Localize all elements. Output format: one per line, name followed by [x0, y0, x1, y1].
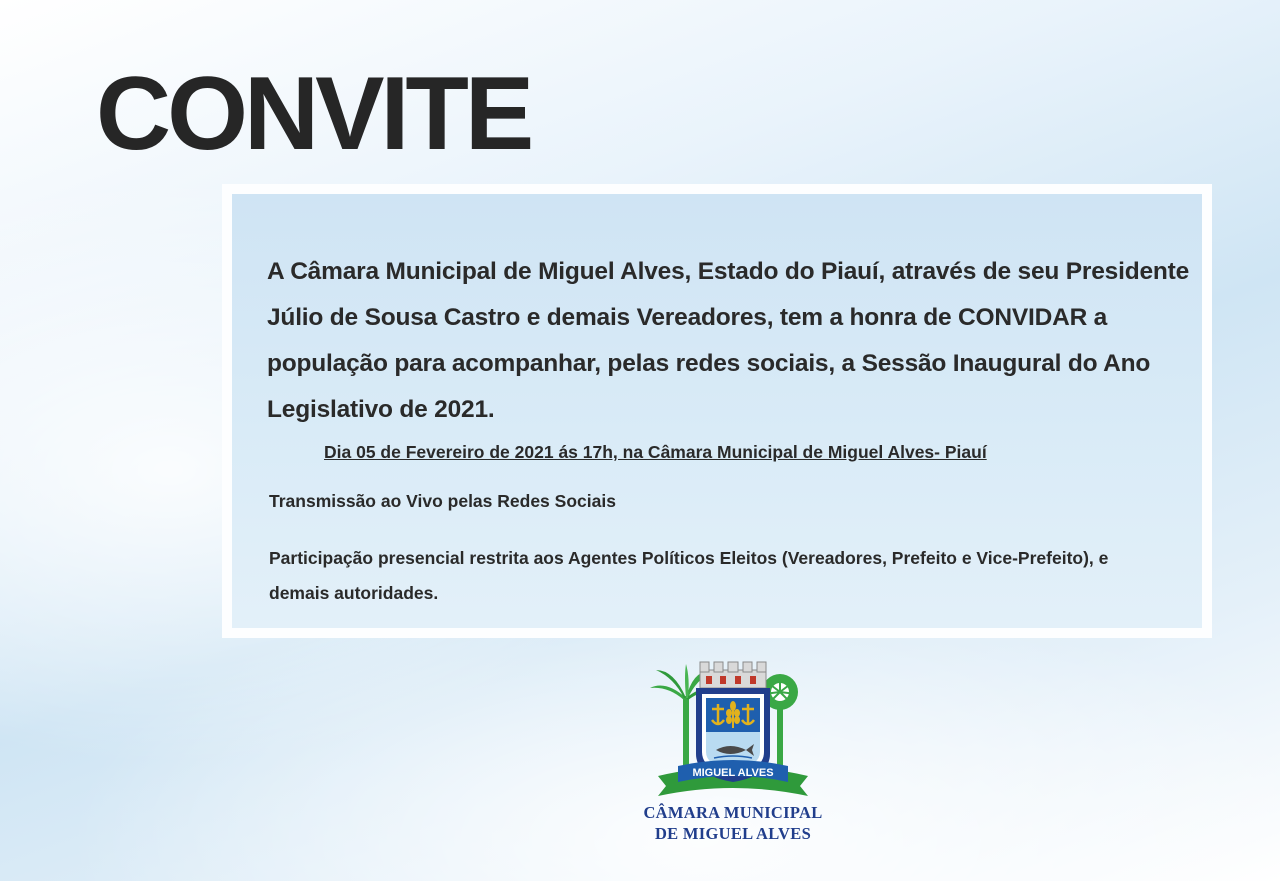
chamber-seal [620, 650, 846, 865]
organization-name [620, 802, 846, 844]
invitation-panel [222, 184, 1212, 638]
coat-of-arms-icon [648, 658, 818, 798]
live-stream-note: Transmissão ao Vivo pelas Redes Sociais [269, 491, 616, 511]
event-date-line: Dia 05 de Fevereiro de 2021 ás 17h, na Câmara Municipal de Miguel Alves- Piauí [324, 442, 987, 462]
organization-name-line-1: CÂMARA MUNICIPAL [643, 803, 823, 822]
organization-name-line-2: DE MIGUEL ALVES [654, 824, 812, 843]
seal-ribbon-text: MIGUEL ALVES [692, 767, 774, 779]
crown-icon [700, 662, 766, 688]
page-title: CONVITE [96, 56, 531, 172]
invitation-lead-text: A Câmara Municipal de Miguel Alves, Estado do Piauí, através de seu Presidente Júlio de Sousa Castro e demais Vereadores, tem a honra de CONVIDAR a população para acompanhar, pelas redes sociais, a Sessão Inaugural do Ano Legislativo de 2021. [267, 258, 1190, 423]
attendance-note: Participação presencial restrita aos Agentes Políticos Eleitos (Vereadores, Prefeito e Vice-Prefeito), e demais autoridades. [269, 548, 1109, 603]
invitation-panel-body [232, 194, 1202, 628]
